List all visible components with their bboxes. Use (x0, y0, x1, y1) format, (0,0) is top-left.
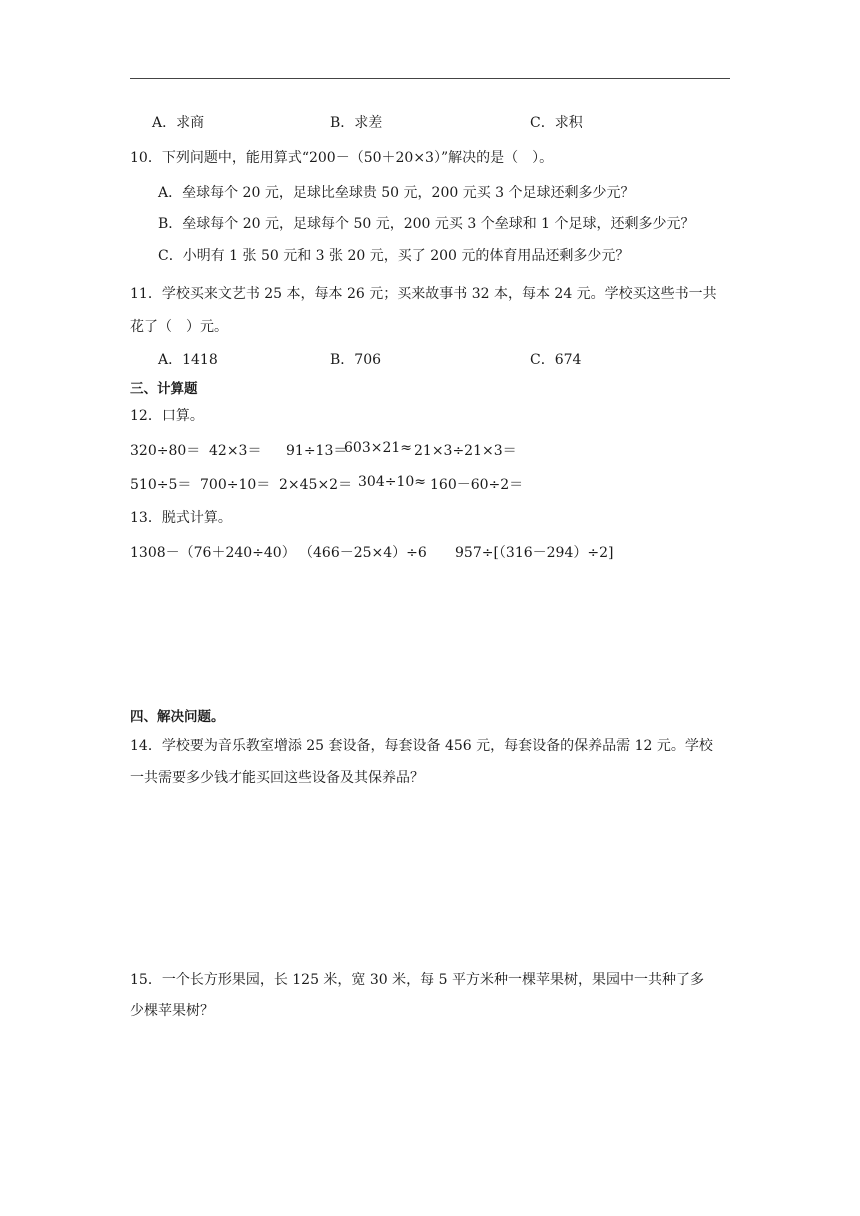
q9-option-c: C．求积 (530, 115, 583, 131)
q12-item: 91÷13＝ (286, 443, 348, 459)
q12-stem: 12．口算。 (130, 408, 204, 424)
q12-item: 21×3÷21×3＝ (414, 443, 517, 459)
q13-item: 1308－（76＋240÷40） (130, 545, 296, 561)
q15-line1: 15．一个长方形果园，长 125 米，宽 30 米，每 5 平方米种一棵苹果树，果园中一共种了多 (130, 972, 704, 988)
q10-option-c: C．小明有 1 张 50 元和 3 张 20 元，买了 200 元的体育用品还剩多少元？ (158, 248, 630, 264)
q13-item: （466－25×4）÷6 (299, 545, 427, 561)
q10-option-a: A．垒球每个 20 元，足球比垒球贵 50 元，200 元买 3 个足球还剩多少元？ (158, 185, 635, 201)
q12-item: 510÷5＝ (130, 477, 192, 493)
q11-stem-line1: 11．学校买来文艺书 25 本，每本 26 元；买来故事书 32 本，每本 24 元。学校买这些书一共 (130, 286, 717, 302)
q12-item: 42×3＝ (209, 443, 262, 459)
q13-stem: 13．脱式计算。 (130, 510, 232, 526)
q12-item: 700÷10＝ (200, 477, 271, 493)
q12-item: 2×45×2＝ (279, 477, 353, 493)
q11-option-a: A．1418 (158, 352, 218, 368)
q14-line2: 一共需要多少钱才能买回这些设备及其保养品？ (130, 770, 424, 786)
section-4-title: 四、解决问题。 (130, 709, 225, 725)
q11-option-c: C．674 (530, 352, 582, 368)
q10-stem: 10．下列问题中，能用算式“200－（50＋20×3）”解决的是（ ）。 (130, 150, 554, 166)
section-3-title: 三、计算题 (130, 381, 198, 397)
q12-item: 160－60÷2＝ (430, 477, 524, 493)
q9-option-a: A．求商 (152, 115, 205, 131)
header-rule (130, 78, 730, 79)
q14-line1: 14．学校要为音乐教室增添 25 套设备，每套设备 456 元，每套设备的保养品需 12 元。学校 (130, 738, 713, 754)
q9-option-b: B．求差 (330, 115, 383, 131)
q12-item: 320÷80＝ (130, 443, 201, 459)
q11-stem-line2: 花了（ ）元。 (130, 319, 228, 335)
q13-item: 957÷[（316－294）÷2] (455, 545, 614, 561)
q12-item: 304÷10≈ (358, 474, 426, 490)
q12-item: 603×21≈ (344, 440, 412, 456)
q15-line2: 少棵苹果树？ (130, 1003, 214, 1019)
q10-option-b: B．垒球每个 20 元，足球每个 50 元，200 元买 3 个垒球和 1 个足球，还剩多少元？ (158, 216, 695, 232)
q11-option-b: B．706 (330, 352, 382, 368)
